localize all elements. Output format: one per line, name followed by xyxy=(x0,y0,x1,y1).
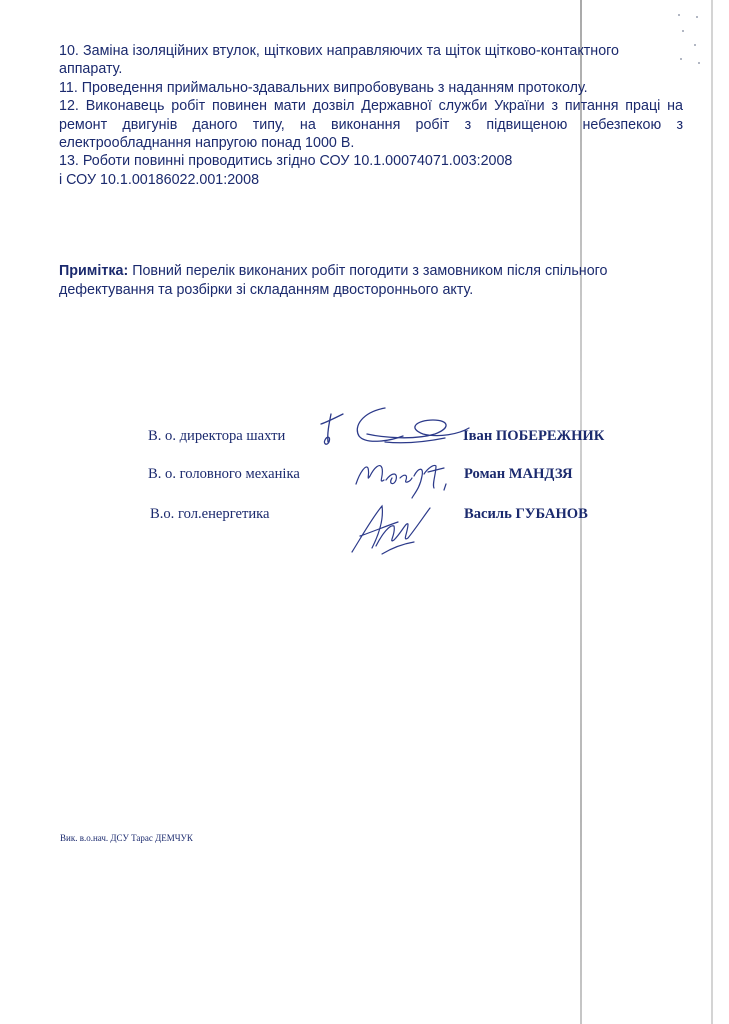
clause-12: 12. Виконавець робіт повинен мати дозвіл Державної служби України з питання праці на ремонт двигунів даного типу, на виконання робіт з підвищеною небезпекою з електрообладнання напругою понад 1000 В. xyxy=(59,98,683,152)
clause-13-line-1: 13. Роботи повинні проводитись згідно СОУ 10.1.00074071.003:2008 xyxy=(59,153,513,170)
signature-energetic xyxy=(342,496,442,558)
note-label: Примітка: xyxy=(59,263,129,279)
signatory-name-director: Іван ПОБЕРЕЖНИК xyxy=(463,428,605,444)
scan-page-edge xyxy=(711,0,713,1024)
clause-13-line-2: і СОУ 10.1.00186022.001:2008 xyxy=(59,171,260,188)
signatory-title-energetic: В.о. гол.енергетика xyxy=(150,506,270,522)
signatory-title-director: В. о. директора шахти xyxy=(148,428,286,444)
clause-11: 11. Проведення приймально-здавальних випробовувань з наданням протоколу. xyxy=(59,79,588,96)
signatory-title-mechanic: В. о. головного механіка xyxy=(148,466,300,482)
note-text: Повний перелік виконаних робіт погодити з замовником після спільного дефектування та розбірки зі складанням двостороннього акту. xyxy=(59,263,608,298)
signatory-name-mechanic: Роман МАНДЗЯ xyxy=(464,466,573,482)
executor-note: Вик. в.о.нач. ДСУ Тарас ДЕМЧУК xyxy=(60,833,193,843)
signatory-name-energetic: Василь ГУБАНОВ xyxy=(464,506,588,522)
note-paragraph xyxy=(59,262,683,300)
clause-10: 10. Заміна ізоляційних втулок, щіткових направляючих та щіток щітково-контактного аппарату. xyxy=(59,43,619,78)
clause-list xyxy=(59,42,683,189)
signature-director xyxy=(315,400,475,448)
signature-mechanic xyxy=(352,454,462,502)
